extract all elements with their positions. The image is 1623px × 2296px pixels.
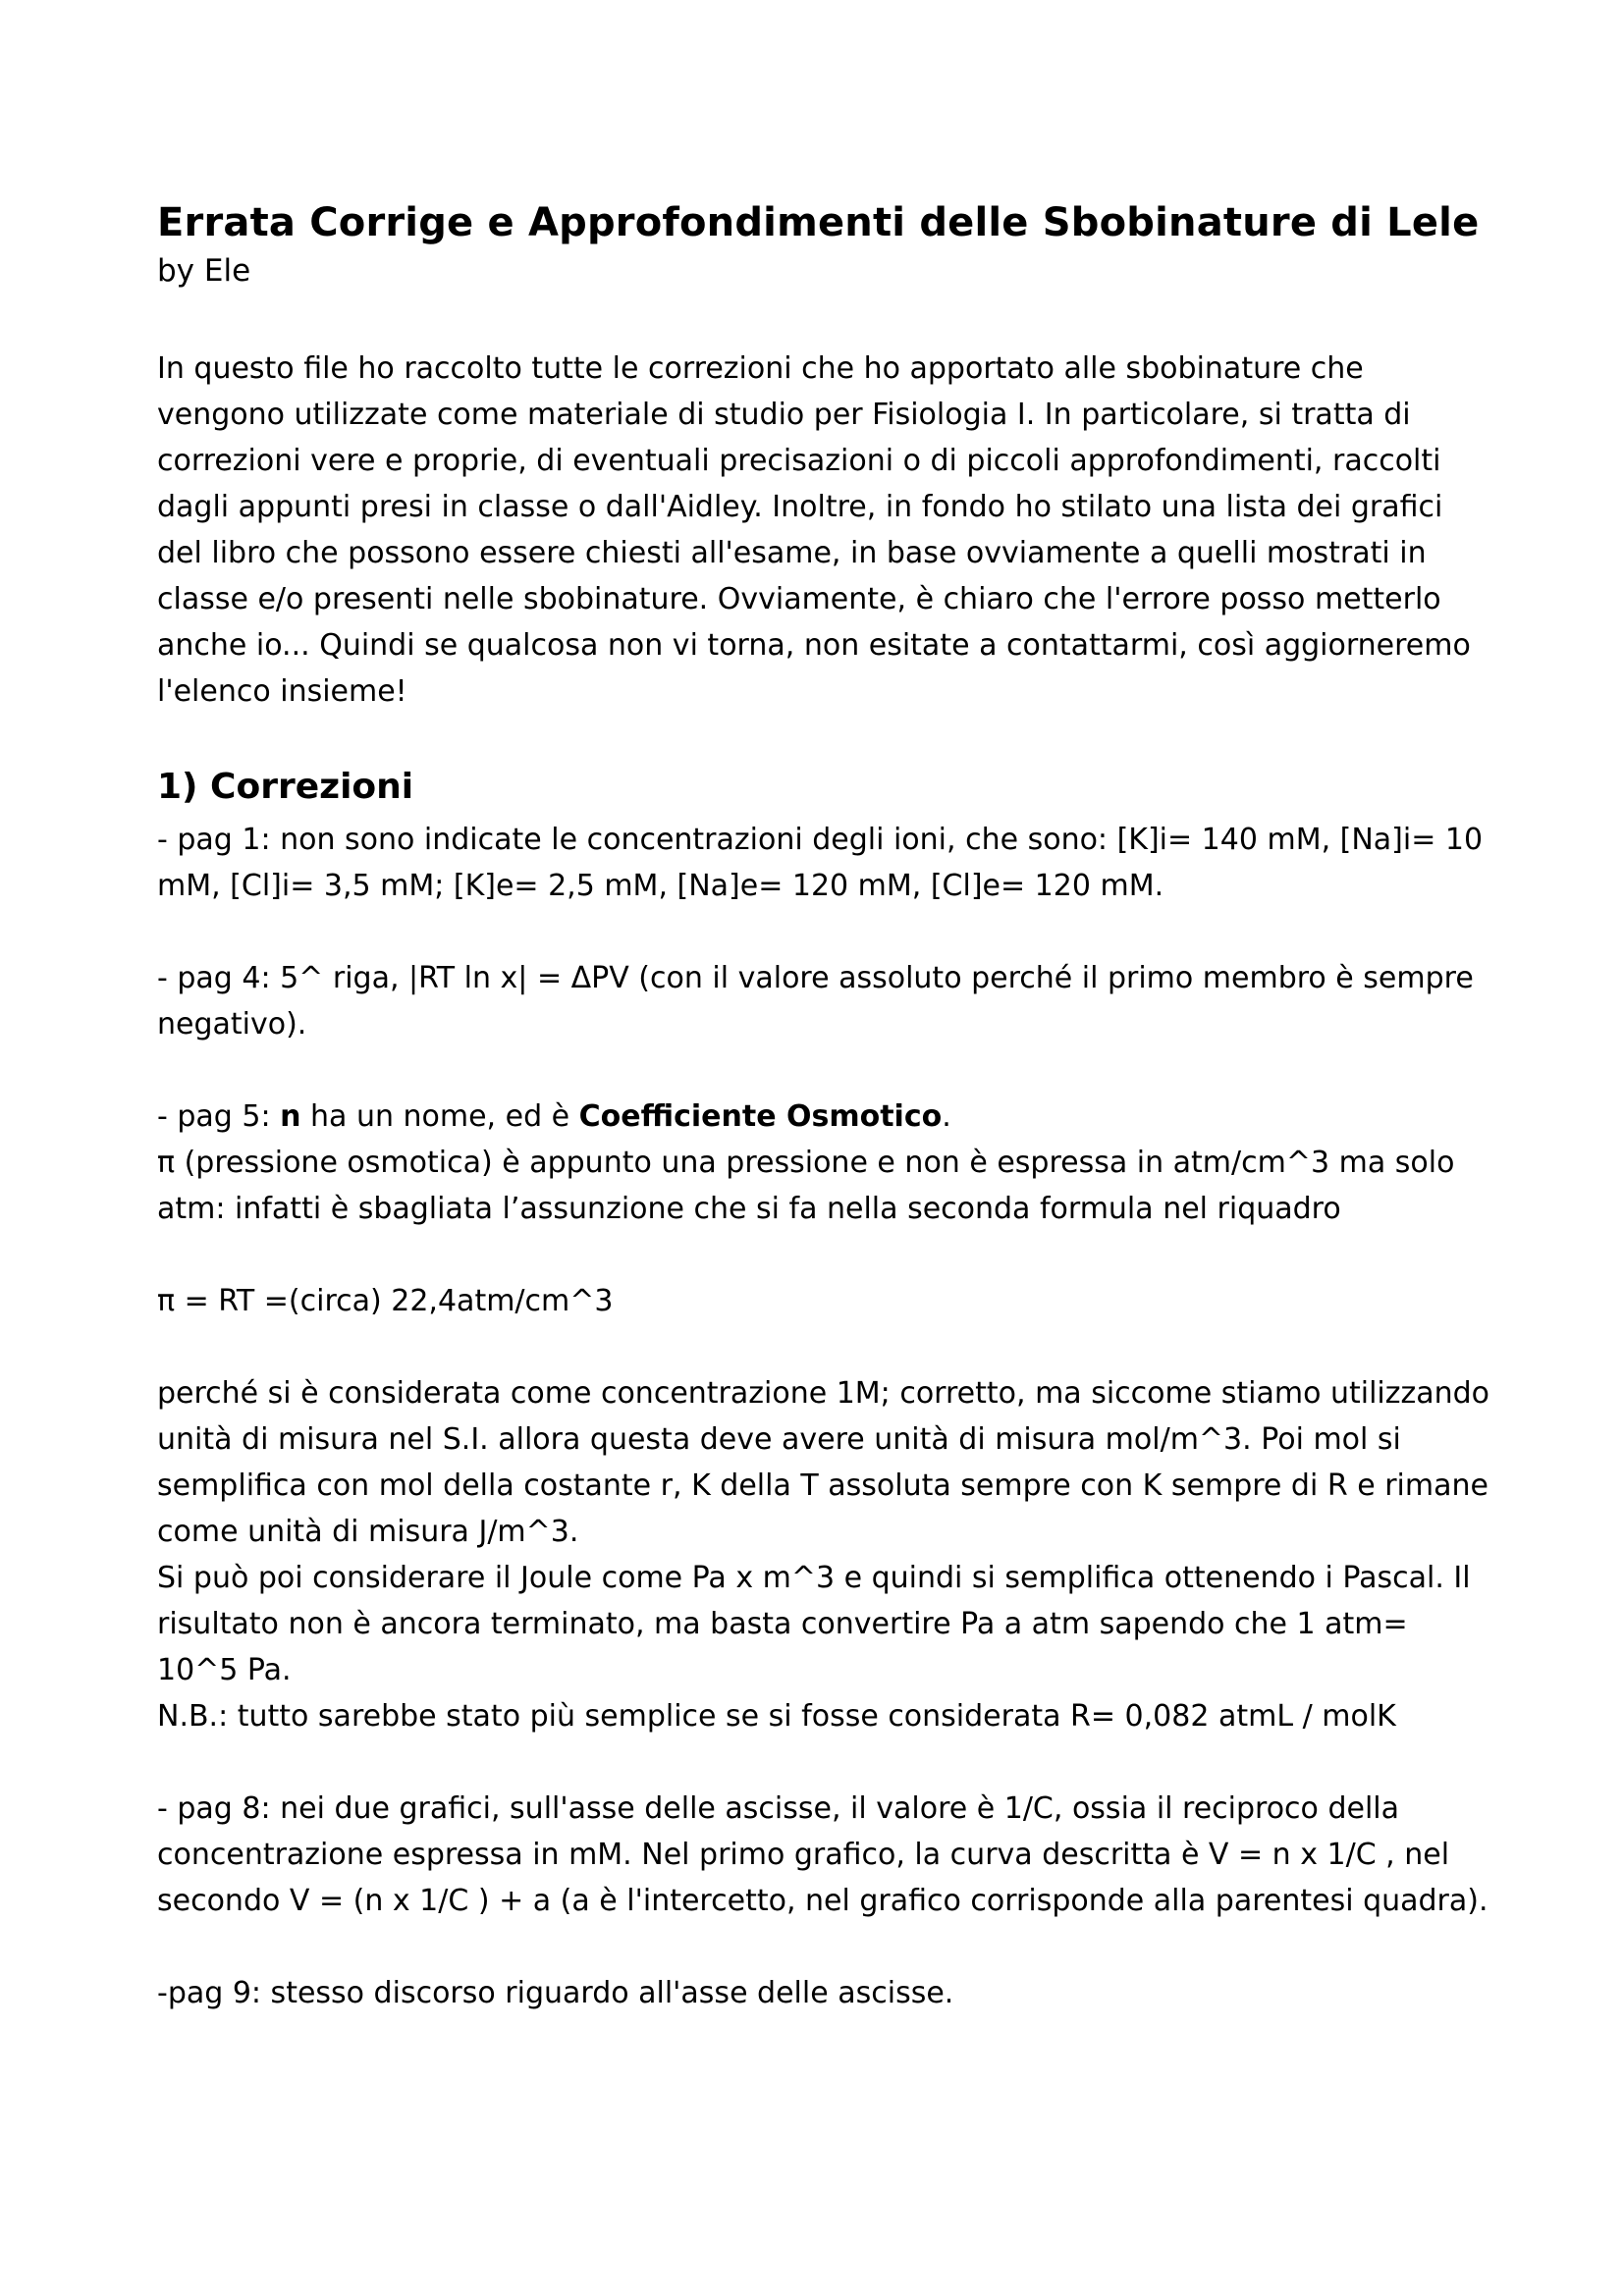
correction-pag5-nb: N.B.: tutto sarebbe stato più semplice se si fosse considerata R= 0,082 atmL / molK xyxy=(157,1699,1396,1734)
pag5-prefix: - pag 5: xyxy=(157,1099,281,1134)
section-heading-correzioni: 1) Correzioni xyxy=(157,767,414,807)
document-title: Errata Corrige e Approfondimenti delle Sbobinature di Lele xyxy=(157,200,1480,245)
pag5-middle: ha un nome, ed è xyxy=(300,1099,579,1134)
correction-pag5-line1 xyxy=(157,1094,1492,1140)
correction-pag5-explanation1: perché si è considerata come concentrazione 1M; corretto, ma siccome stiamo utilizzando unità di misura nel S.I. allora questa deve avere unità di misura mol/m^3. Poi mol si semplifica con mol della costante r, K della T assoluta sempre con K sempre di R e rimane come unità di misura J/m^3. xyxy=(157,1376,1490,1549)
correction-pag4: - pag 4: 5^ riga, |RT ln x| = ΔPV (con il valore assoluto perché il primo membro è sempre negativo). xyxy=(157,961,1474,1041)
document-page xyxy=(157,196,1492,2016)
correction-pag1: - pag 1: non sono indicate le concentrazioni degli ioni, che sono: [K]i= 140 mM, [Na]i= 10 mM, [Cl]i= 3,5 mM; [K]e= 2,5 mM, [Na]e= 120 mM, [Cl]e= 120 mM. xyxy=(157,823,1484,903)
intro-paragraph: In questo file ho raccolto tutte le correzioni che ho apportato alle sbobinature che vengono utilizzate come materiale di studio per Fisiologia I. In particolare, si tratta di correzioni vere e proprie, di eventuali precisazioni o di piccoli approfondimenti, raccolti dagli appunti presi in classe o dall'Aidley. Inoltre, in fondo ho stilato una lista dei grafici del libro che possono essere chiesti all'esame, in base ovviamente a quelli mostrati in classe e/o presenti nelle sbobinature. Ovviamente, è chiaro che l'errore posso metterlo anche io... Quindi se qualcosa non vi torna, non esitate a contattarmi, così aggiorneremo l'elenco insieme! xyxy=(157,351,1471,709)
pag5-term-coefficiente-osmotico: Coefficiente Osmotico xyxy=(578,1099,943,1134)
correction-pag5-explanation2: Si può poi considerare il Joule come Pa x m^3 e quindi si semplifica ottenendo i Pascal. Il risultato non è ancora terminato, ma basta convertire Pa a atm sapendo che 1 atm= 10^5 Pa. xyxy=(157,1561,1471,1687)
byline: by Ele xyxy=(157,253,251,289)
pag5-n-symbol: n xyxy=(280,1099,301,1134)
correction-pag5-line2: π (pressione osmotica) è appunto una pressione e non è espressa in atm/cm^3 ma solo atm: infatti è sbagliata l’assunzione che si fa nella seconda formula nel riquadro xyxy=(157,1146,1455,1226)
correction-pag8: - pag 8: nei due grafici, sull'asse delle ascisse, il valore è 1/C, ossia il reciproco della concentrazione espressa in mM. Nel primo grafico, la curva descritta è V = n x 1/C , nel secondo V = (n x 1/C ) + a (a è l'intercetto, nel grafico corrisponde alla parentesi quadra). xyxy=(157,1791,1488,1918)
pag5-suffix: . xyxy=(942,1099,951,1134)
osmotic-pressure-formula: π = RT =(circa) 22,4atm/cm^3 xyxy=(157,1284,614,1318)
correction-pag9: -pag 9: stesso discorso riguardo all'asse delle ascisse. xyxy=(157,1976,954,2010)
